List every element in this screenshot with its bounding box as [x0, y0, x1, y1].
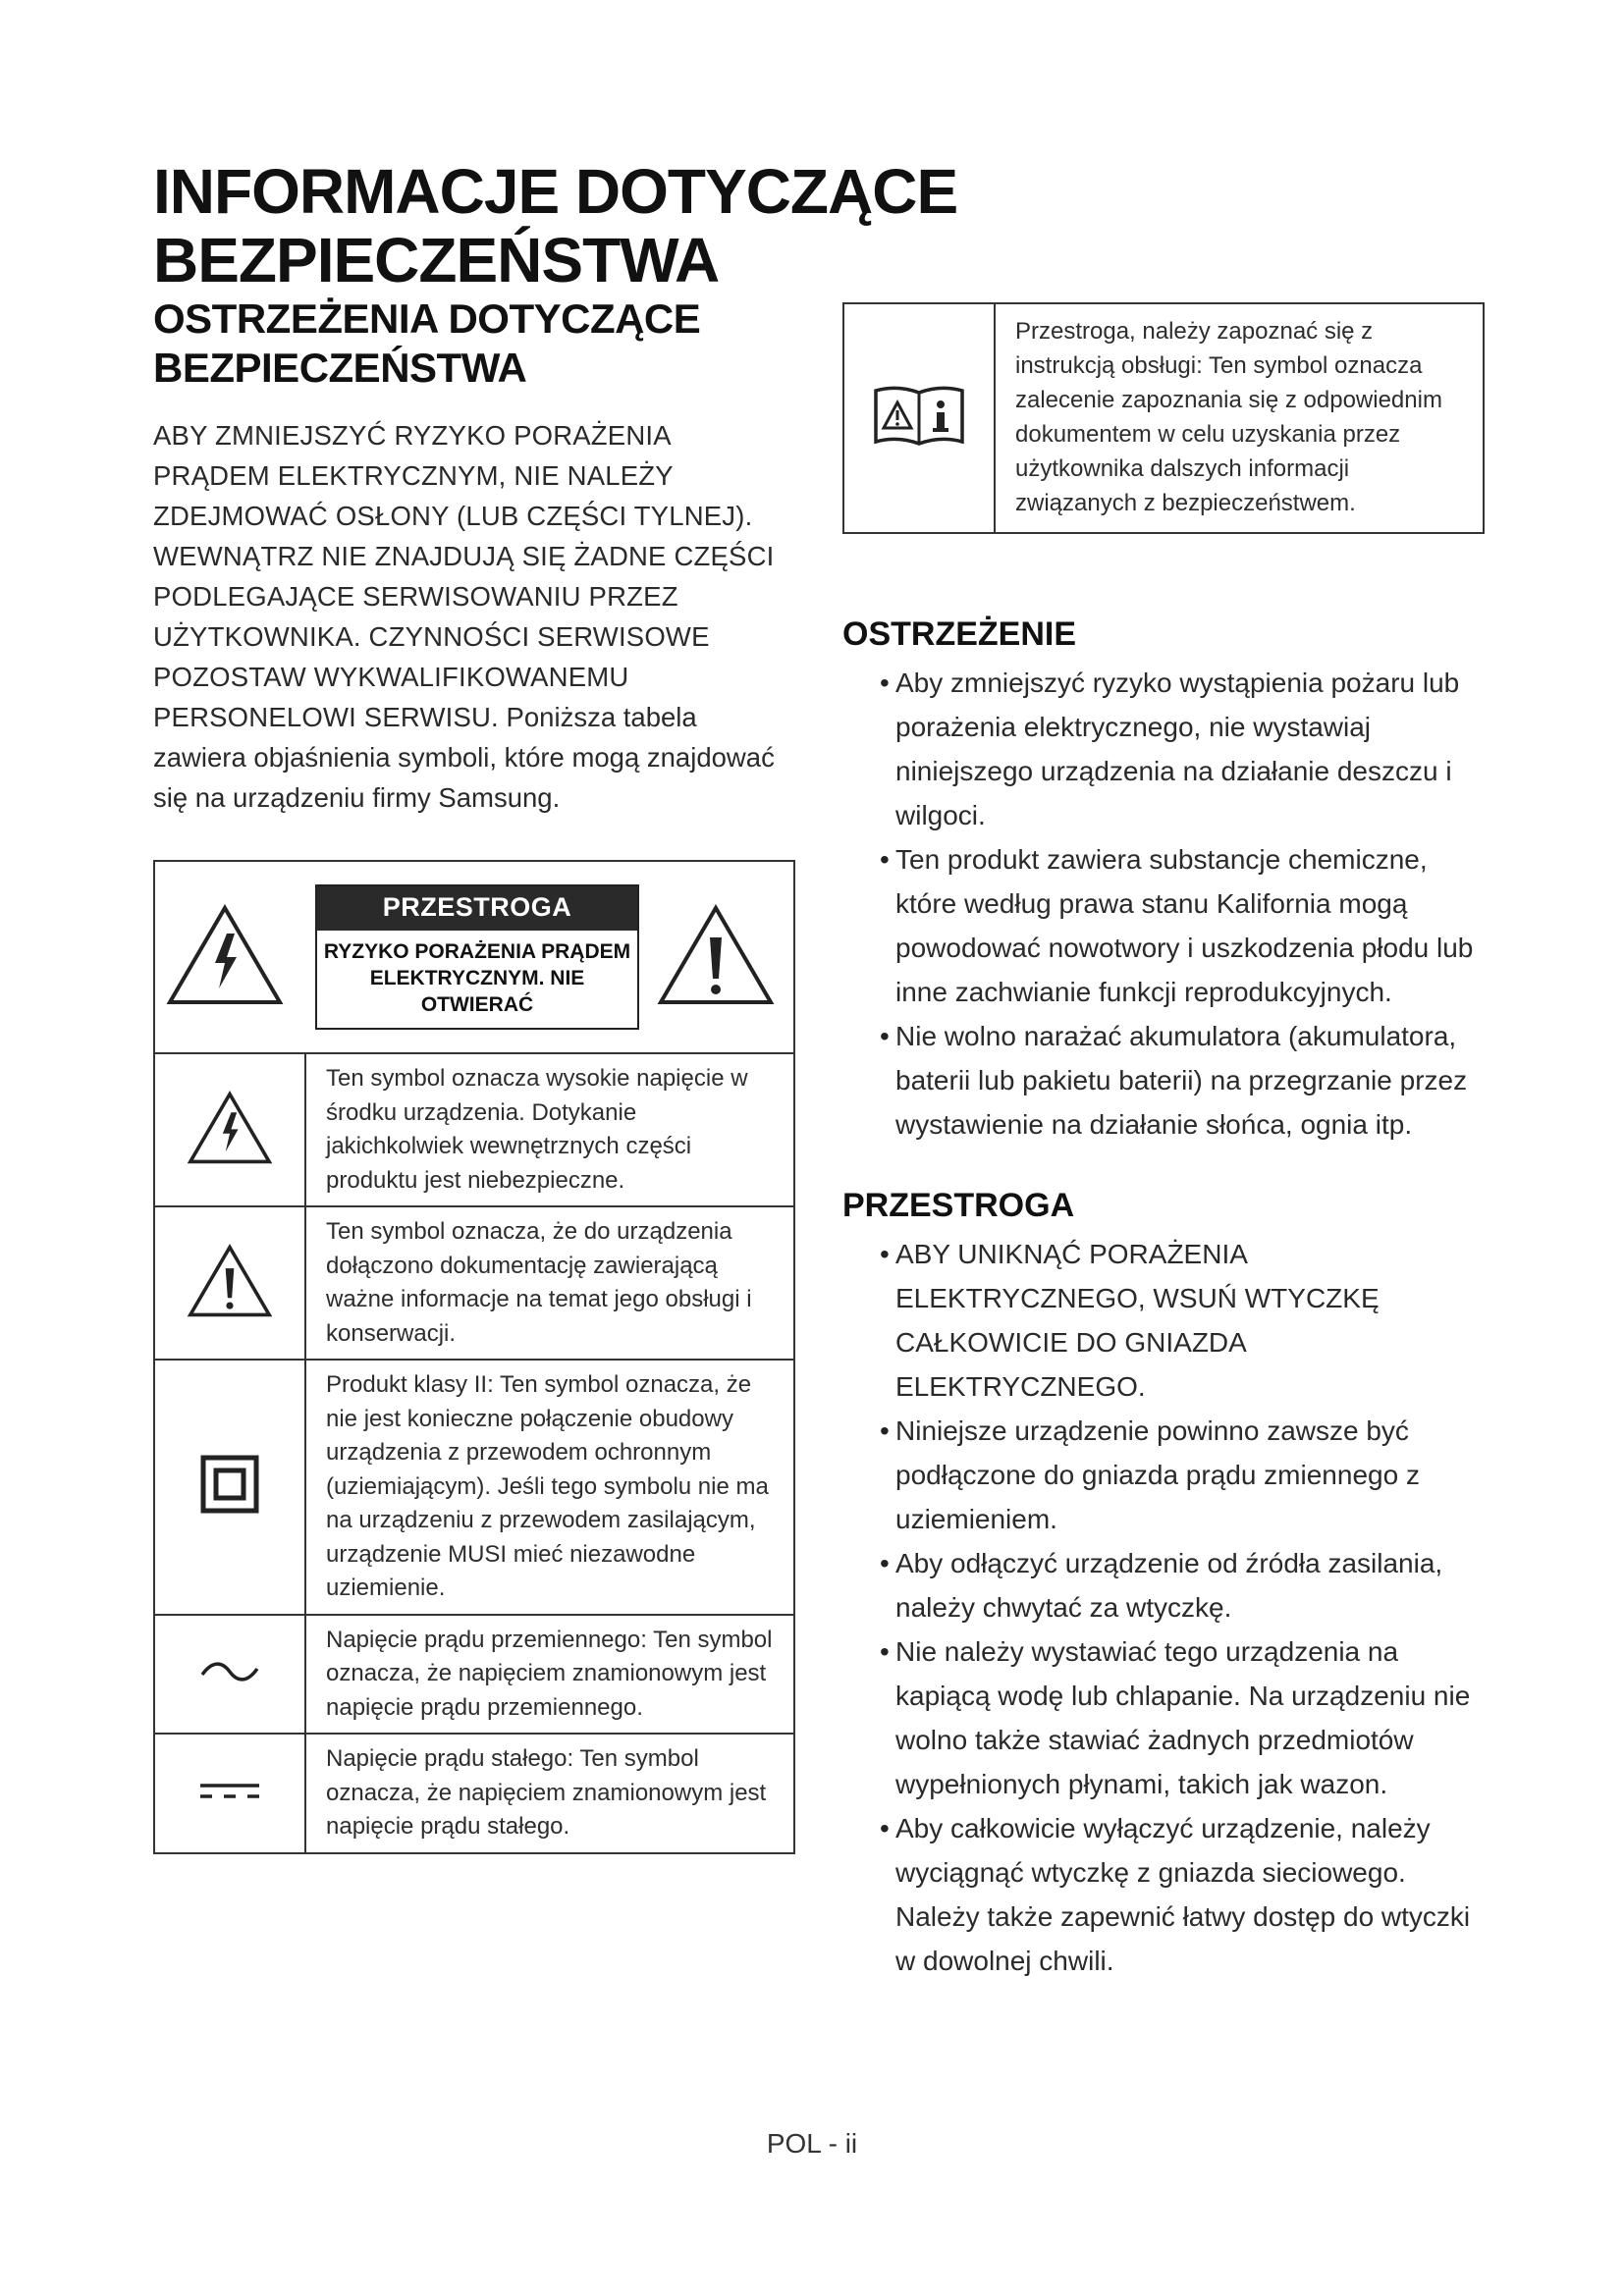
symbol-row — [843, 303, 1484, 533]
list-item: • Aby odłączyć urządzenie od źródła zasilania, należy chwytać za wtyczkę. — [880, 1547, 1443, 1623]
symbol-row — [154, 1360, 794, 1615]
list-item: • Aby zmniejszyć ryzyko wystąpienia pożaru lub porażenia elektrycznego, nie wystawiaj niniejszego urządzenia na działanie deszczu i wilgoci. — [880, 667, 1460, 830]
list-item: • Aby całkowicie wyłączyć urządzenie, należy wyciągnąć wtyczkę z gniazda sieciowego. Należy także zapewnić łatwy dostęp do wtyczki w dowolnej chwili. — [880, 1812, 1471, 1976]
list-item: • Nie należy wystawiać tego urządzenia na kapiącą wodę lub chlapanie. Na urządzeniu nie wolno także stawiać żadnych przedmiotów wypełnionych płynami, takich jak wazon. — [880, 1635, 1471, 1799]
left-column — [153, 294, 791, 818]
list-item: • ABY UNIKNĄĆ PORAŻENIA ELEKTRYCZNEGO, WSUŃ WTYCZKĘ CAŁKOWICIE DO GNIAZDA ELEKTRYCZNEGO. — [880, 1238, 1380, 1402]
caution-title: PRZESTROGA — [842, 1186, 1075, 1224]
ac-voltage-icon — [198, 1657, 261, 1686]
list-item: • Nie wolno narażać akumulatora (akumulatora, baterii lub pakietu baterii) na przegrzanie przez wystawienie na działanie słońca, ognia itp. — [880, 1020, 1468, 1140]
warning-label-row — [154, 861, 794, 1053]
right-column — [842, 614, 1490, 2022]
symbol-row — [154, 1206, 794, 1360]
warning-label-body: RYZYKO PORAŻENIA PRĄDEM ELEKTRYCZNYM. NIE OTWIERAĆ — [323, 940, 631, 1016]
page-number: POL - ii — [766, 2128, 858, 2159]
symbols-table — [153, 860, 795, 1854]
manual-symbol-table — [842, 302, 1485, 534]
high-voltage-icon — [166, 904, 284, 1006]
manual-info-icon — [872, 385, 966, 448]
symbol-description: Napięcie prądu stałego: Ten symbol oznacza, że napięciem znamionowym jest napięcie prądu stałego. — [305, 1734, 794, 1853]
dc-voltage-icon — [198, 1778, 261, 1803]
intro-paragraph — [153, 415, 791, 818]
section-title: OSTRZEŻENIA DOTYCZĄCE BEZPIECZEŃSTWA — [153, 295, 701, 392]
symbol-row — [154, 1615, 794, 1735]
warning-list — [842, 661, 1490, 1147]
class-ii-icon — [200, 1455, 259, 1514]
symbol-description: Przestroga, należy zapoznać się z instrukcją obsługi: Ten symbol oznacza zalecenie zapoznania się z odpowiednim dokumentem w celu uzyskania przez użytkownika dalszych informacji związanych z bezpieczeństwem. — [995, 303, 1484, 533]
symbol-description: Ten symbol oznacza, że do urządzenia dołączono dokumentację zawierającą ważne informacje na temat jego obsługi i konserwacji. — [305, 1206, 794, 1360]
caution-list — [842, 1232, 1490, 1983]
exclamation-icon — [188, 1244, 272, 1318]
symbol-description: Ten symbol oznacza wysokie napięcie w środku urządzenia. Dotykanie jakichkolwiek wewnętrznych części produktu jest niebezpieczne. — [305, 1053, 794, 1206]
symbol-row — [154, 1734, 794, 1853]
intro-rest-text: Poniższa tabela zawiera objaśnienia symboli, które mogą znajdować się na urządzeniu firmy Samsung. — [153, 701, 775, 813]
symbol-row — [154, 1053, 794, 1206]
symbol-description: Produkt klasy II: Ten symbol oznacza, że nie jest konieczne połączenie obudowy urządzenia z przewodem ochronnym (uziemiającym). Jeśli tego symbolu nie ma na urządzeniu z przewodem zasilającym, urządzenie MUSI mieć niezawodne uziemienie. — [305, 1360, 794, 1615]
list-item: • Ten produkt zawiera substancje chemiczne, które według prawa stanu Kalifornia mogą powodować nowotwory i uszkodzenia płodu lub inne zachwianie funkcji reprodukcyjnych. — [880, 843, 1474, 1007]
intro-caps-text: ABY ZMNIEJSZYĆ RYZYKO PORAŻENIA PRĄDEM ELEKTRYCZNYM, NIE NALEŻY ZDEJMOWAĆ OSŁONY (LUB CZĘŚCI TYLNEJ). WEWNĄTRZ NIE ZNAJDUJĄ SIĘ ŻADNE CZĘŚCI PODLEGAJĄCE SERWISOWANIU PRZEZ UŻYTKOWNIKA. CZYNNOŚCI SERWISOWE POZOSTAW WYKWALIFIKOWANEMU PERSONELOWI SERWISU. — [153, 419, 775, 732]
warning-title: OSTRZEŻENIE — [842, 615, 1077, 653]
exclamation-icon — [657, 904, 775, 1006]
symbol-description: Napięcie prądu przemiennego: Ten symbol oznacza, że napięciem znamionowym jest napięcie prądu przemiennego. — [305, 1615, 794, 1735]
page-title: INFORMACJE DOTYCZĄCE BEZPIECZEŃSTWA — [153, 156, 958, 296]
list-item: • Niniejsze urządzenie powinno zawsze być podłączone do gniazda prądu zmiennego z uziemieniem. — [880, 1415, 1420, 1534]
high-voltage-icon — [188, 1091, 272, 1165]
warning-label-box — [315, 884, 639, 1030]
warning-label-title: PRZESTROGA — [317, 886, 637, 931]
